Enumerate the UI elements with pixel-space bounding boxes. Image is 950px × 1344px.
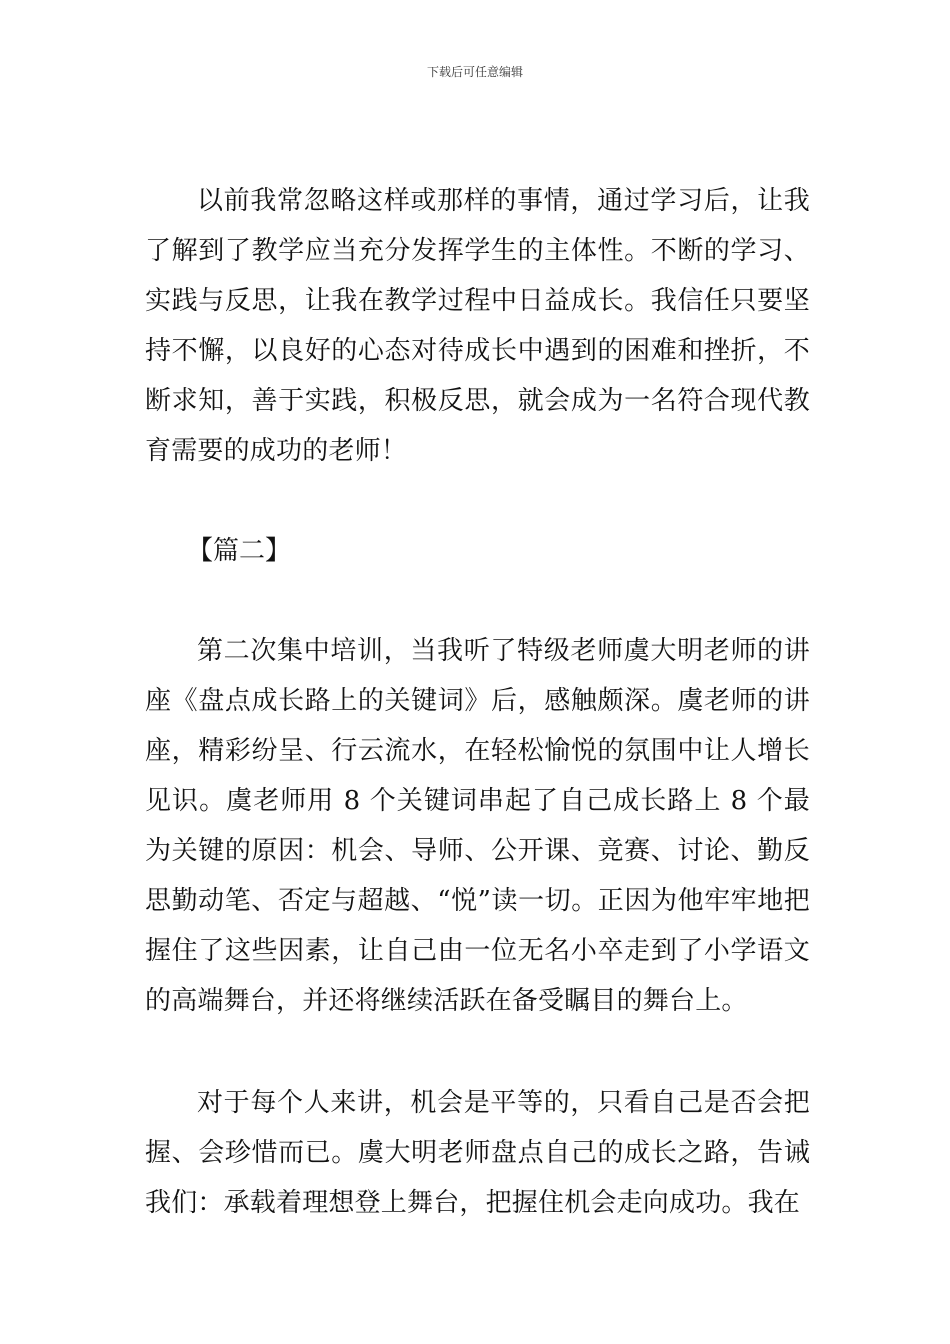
paragraph-training: 第二次集中培训，当我听了特级老师虞大明老师的讲座《盘点成长路上的关键词》后，感触颇深。虞老师的讲座，精彩纷呈、行云流水，在轻松愉悦的氛围中让人增长见识。虞老师用 8 个关键词串起了自己成长路上 8 个最为关键的原因：机会、导师、公开课、竞赛、讨论、勤反思勤动笔、否定与超越、“悦”读一切。正因为他牢牢地把握住了这些因素，让自己由一位无名小卒走到了小学语文的高端舞台，并还将继续活跃在备受瞩目的舞台上。 — [145, 636, 810, 1016]
paragraph-opportunity: 对于每个人来讲，机会是平等的，只看自己是否会把握、会珍惜而已。虞大明老师盘点自己的成长之路，告诫我们：承载着理想登上舞台，把握住机会走向成功。我在 — [145, 1088, 810, 1218]
document-body — [145, 176, 810, 1228]
page-header-note: 下载后可任意编辑 — [426, 65, 523, 79]
paragraph-reflection: 以前我常忽略这样或那样的事情，通过学习后，让我了解到了教学应当充分发挥学生的主体性。不断的学习、实践与反思，让我在教学过程中日益成长。我信任只要坚持不懈，以良好的心态对待成长中遇到的困难和挫折，不断求知，善于实践，积极反思，就会成为一名符合现代教育需要的成功的老师！ — [145, 186, 810, 466]
section-title: 【篇二】 — [187, 536, 292, 566]
